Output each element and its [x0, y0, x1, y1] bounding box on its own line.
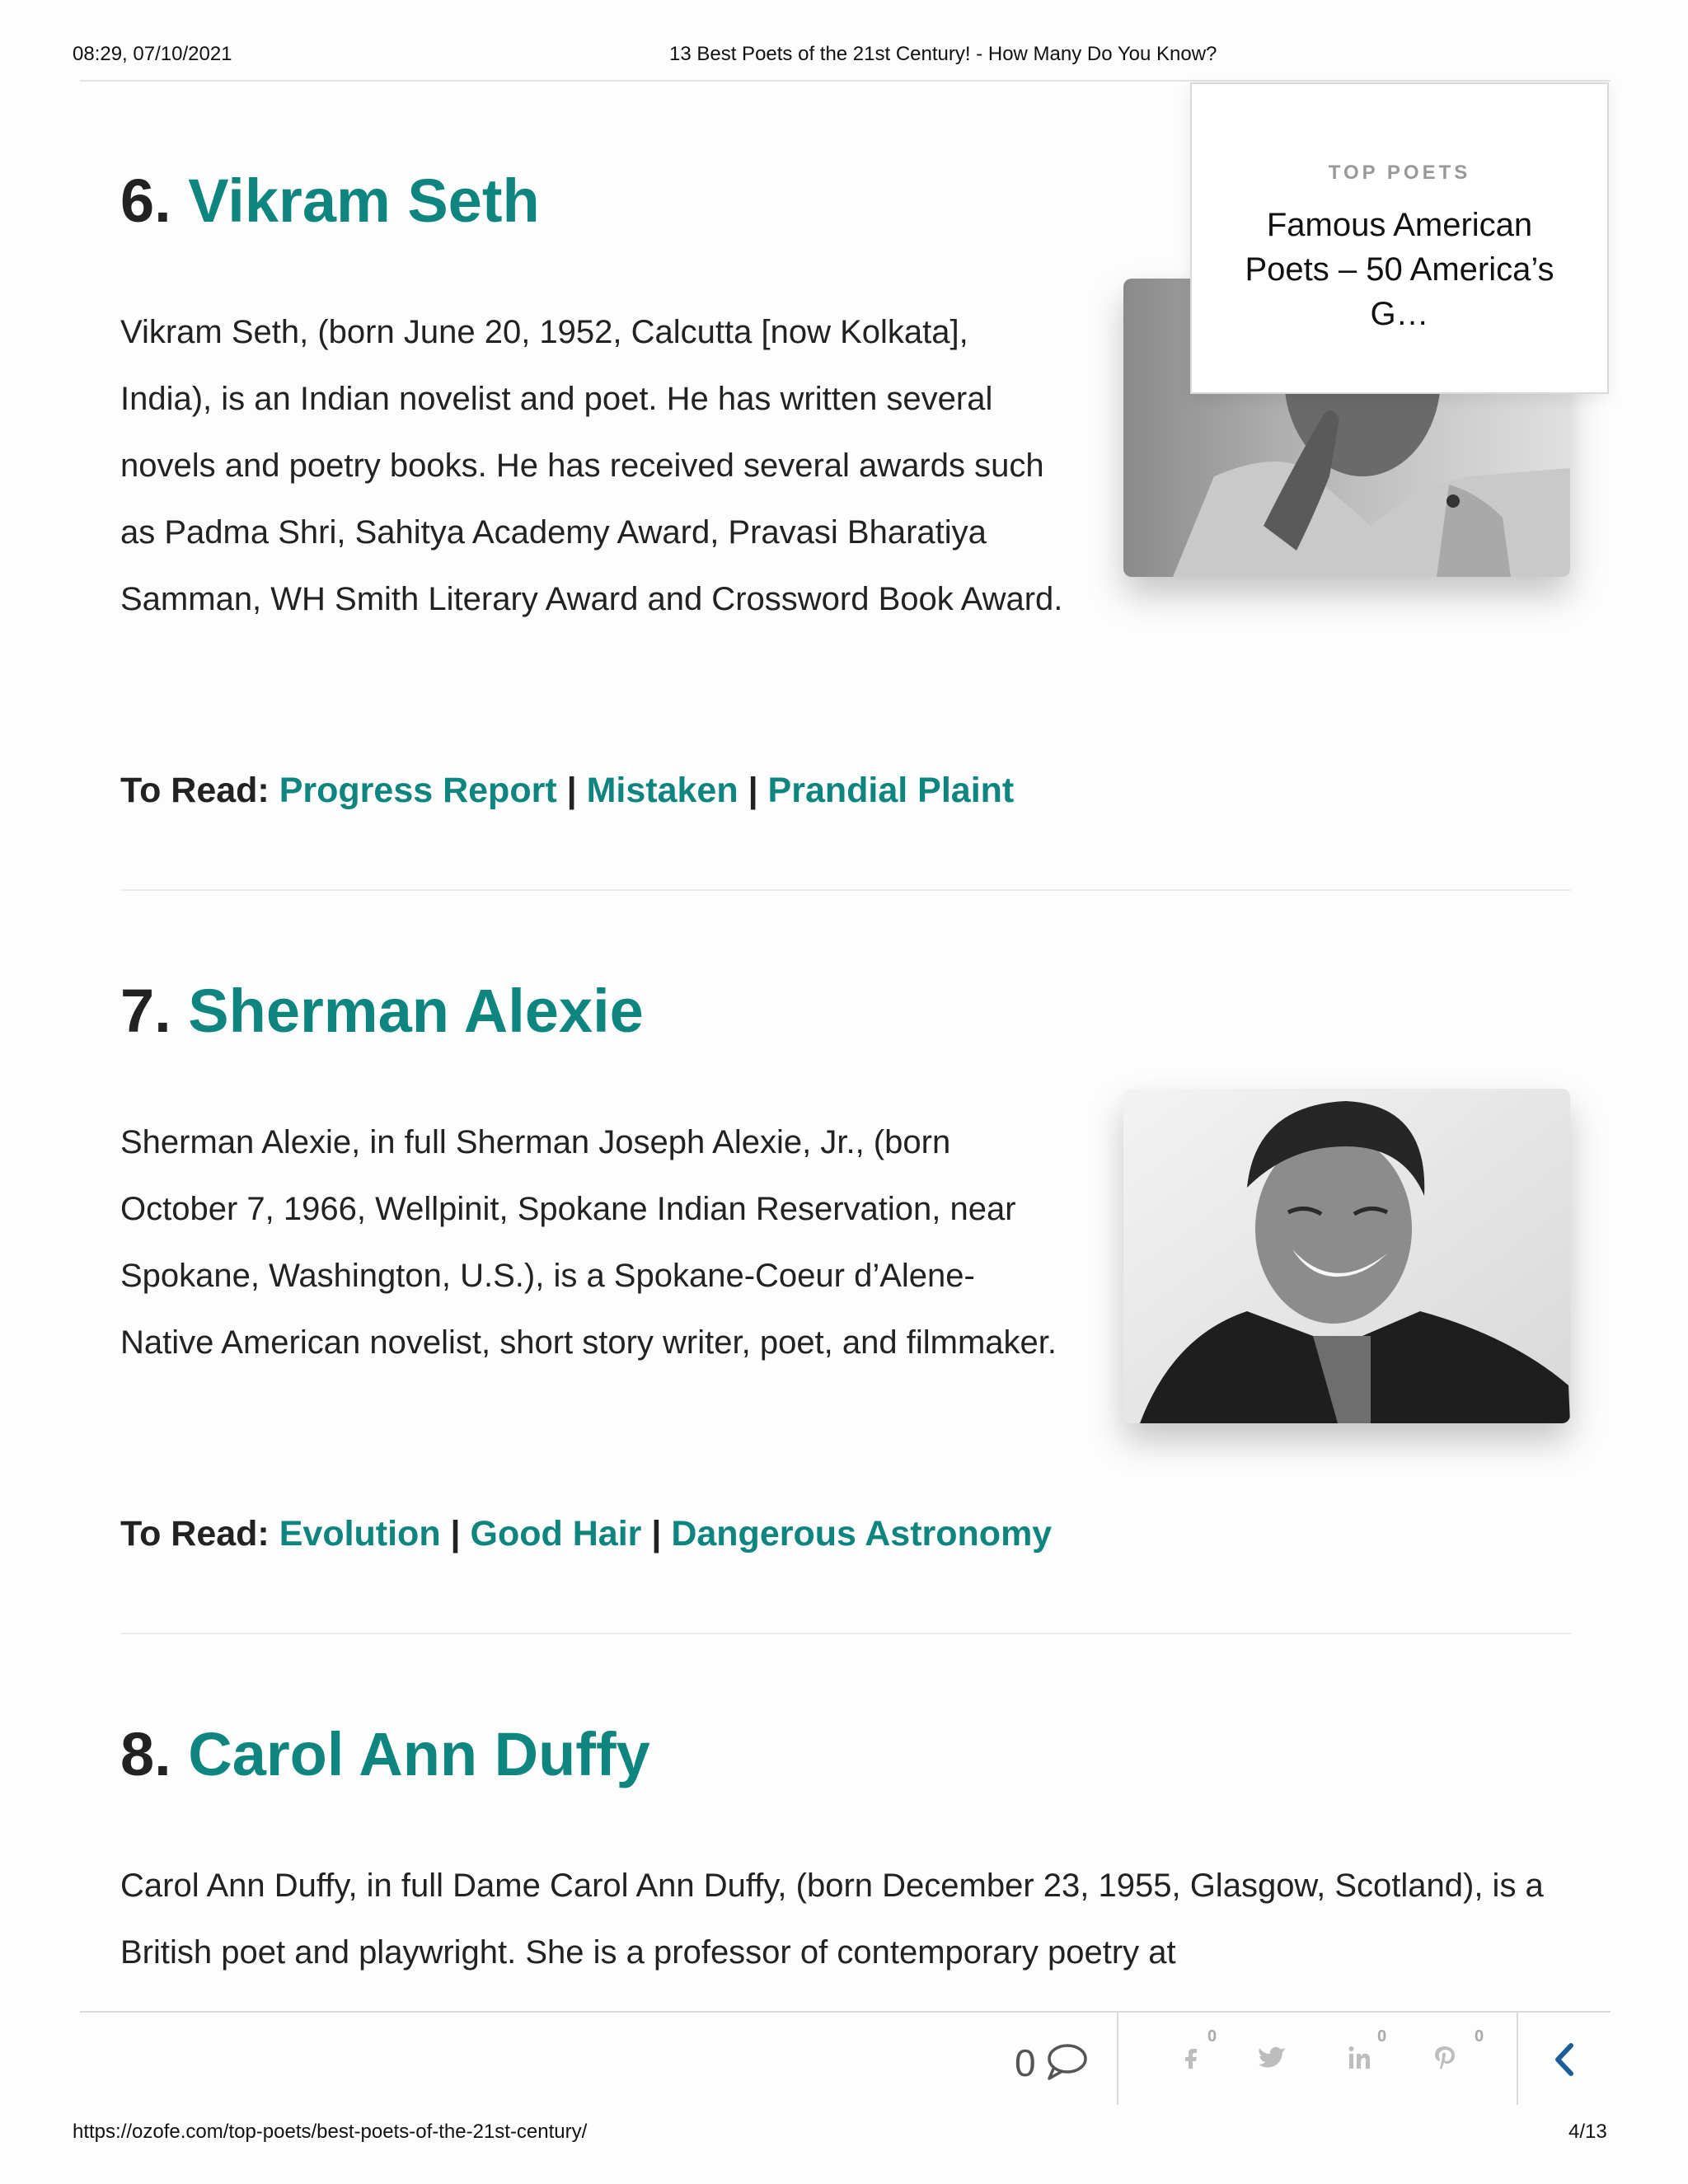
- pinterest-share-count: 0: [1475, 2027, 1484, 2046]
- facebook-icon[interactable]: [1176, 2044, 1204, 2076]
- poet-name-link[interactable]: Sherman Alexie: [188, 977, 644, 1045]
- entry-number: 6.: [120, 166, 171, 235]
- link-separator: |: [566, 771, 577, 810]
- top-divider: [80, 80, 1611, 82]
- linkedin-icon[interactable]: [1345, 2044, 1373, 2076]
- entry-title-carol-ann-duffy: [120, 1720, 650, 1788]
- entry-number: 7.: [120, 977, 171, 1045]
- comment-icon[interactable]: [1044, 2041, 1089, 2088]
- print-timestamp: 08:29, 07/10/2021: [73, 43, 232, 65]
- print-url: https://ozofe.com/top-poets/best-poets-of-the-21st-century/: [73, 2121, 588, 2143]
- poet-name-link[interactable]: Carol Ann Duffy: [188, 1720, 650, 1788]
- to-read-label: To Read:: [120, 1514, 270, 1554]
- poet-name-link[interactable]: Vikram Seth: [188, 166, 540, 235]
- share-bar-divider: [80, 2011, 1611, 2013]
- entry-body-vikram-seth: Vikram Seth, (born June 20, 1952, Calcutta [now Kolkata], India), is an Indian novelist and poet. He has written several novels and poetry books. He has received several awards such as Padma Shri, Sahitya Academy Award, Pravasi Bharatiya Samman, WH Smith Literary Award and Crossword Book Award.: [120, 314, 1063, 617]
- link-separator: |: [651, 1514, 662, 1554]
- comment-count[interactable]: 0: [1015, 2041, 1036, 2084]
- linkedin-share-count: 0: [1377, 2027, 1387, 2046]
- section-divider: [120, 889, 1571, 891]
- poem-link-progress-report[interactable]: Progress Report: [279, 771, 557, 810]
- entry-title-sherman-alexie: [120, 977, 644, 1045]
- popup-title-link[interactable]: Famous American Poets – 50 America’s G…: [1245, 207, 1554, 332]
- print-header: [0, 0, 1688, 78]
- entry-body-carol-ann-duffy: Carol Ann Duffy, in full Dame Carol Ann Duffy, (born December 23, 1955, Glasgow, Scotland), is a British poet and playwright. She is a professor of contemporary poetry at: [120, 1868, 1544, 1971]
- link-separator: |: [748, 771, 758, 810]
- share-bar: [80, 2011, 1611, 2105]
- related-post-popup[interactable]: [1190, 82, 1609, 394]
- entry-number: 8.: [120, 1720, 171, 1788]
- entry-title-vikram-seth: [120, 166, 540, 235]
- share-bar-separator: [1517, 2011, 1518, 2105]
- to-read-label: To Read:: [120, 771, 270, 810]
- print-document-title: 13 Best Poets of the 21st Century! - How Many Do You Know?: [669, 43, 1217, 65]
- poem-link-good-hair[interactable]: Good Hair: [470, 1514, 642, 1554]
- share-bar-separator: [1117, 2011, 1118, 2105]
- to-read-vikram-seth: [120, 771, 1014, 811]
- poem-link-evolution[interactable]: Evolution: [279, 1514, 441, 1554]
- twitter-icon[interactable]: [1257, 2044, 1287, 2074]
- entry-body-sherman-alexie: Sherman Alexie, in full Sherman Joseph Alexie, Jr., (born October 7, 1966, Wellpinit, Spokane Indian Reservation, near Spokane, Washington, U.S.), is a Spokane-Coeur d’Alene-Native American novelist, short story writer, poet, and filmmaker.: [120, 1124, 1057, 1361]
- poem-link-prandial-plaint[interactable]: Prandial Plaint: [767, 771, 1015, 810]
- poem-link-dangerous-astronomy[interactable]: Dangerous Astronomy: [671, 1514, 1053, 1554]
- chevron-left-icon[interactable]: [1551, 2042, 1576, 2081]
- to-read-sherman-alexie: [120, 1514, 1052, 1554]
- pinterest-icon[interactable]: [1432, 2044, 1458, 2076]
- sherman-alexie-photo: [1123, 1089, 1570, 1423]
- popup-category: TOP POETS: [1328, 162, 1471, 184]
- facebook-share-count: 0: [1207, 2027, 1217, 2046]
- print-page-number: 4/13: [1568, 2121, 1607, 2143]
- poem-link-mistaken[interactable]: Mistaken: [586, 771, 738, 810]
- section-divider: [120, 1633, 1571, 1634]
- link-separator: |: [450, 1514, 461, 1554]
